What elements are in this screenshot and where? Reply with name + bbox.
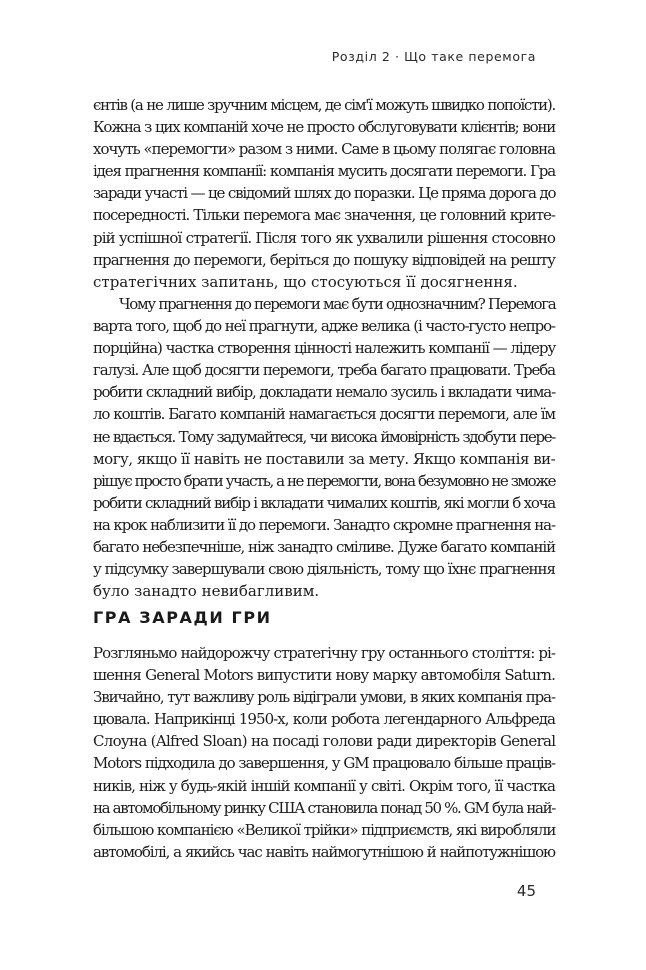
text-line: Чому прагнення до перемоги має бути однозначним? Перемога [119, 295, 556, 313]
text-line: багато небезпечніше, ніж занадто сміливе. Дуже багато компаній [93, 538, 555, 557]
text-line: ло коштів. Багато компаній намагається досягти перемоги, але їм [93, 405, 555, 424]
text-line: могу, якщо її навіть не поставили за мету. Якщо компанія ви- [93, 449, 556, 468]
text-line: рій успішної стратегії. Після того як ухвалили рішення стосовно [93, 228, 555, 247]
text-line: порційна) частка створення цінності належить компанії — лідеру [93, 339, 556, 358]
text-line: варта того, щоб до неї прагнути, адже велика (і часто-густо непро- [93, 317, 555, 336]
text-line: робити складний вибір, докладати немало зусиль і вкладати чима- [93, 383, 555, 402]
text-line: Розгляньмо найдорожчу стратегічну гру останнього століття: рі- [93, 644, 555, 662]
paragraph-continuation [93, 94, 555, 293]
text-line: хочуть «перемогти» разом з ними. Саме в цьому полягає головна [93, 140, 556, 159]
text-line: цювала. Наприкінці 1950-х, коли робота легендарного Альфреда [93, 710, 555, 729]
text-line: ників, ніж у будь-якій іншій компанії у світі. Окрім того, її частка [93, 776, 555, 795]
text-line: рішує просто брати участь, а не перемогти, вона безумовно не зможе [93, 471, 555, 490]
section-heading: ГРА ЗАРАДИ ГРИ [93, 608, 272, 627]
text-line: Звичайно, тут важливу роль відіграли умови, в яких компанія пра- [93, 688, 555, 707]
text-line: прагнення до перемоги, беріться до пошуку відповідей на решту [93, 250, 555, 269]
text-line: Кожна з цих компаній хоче не просто обслуговувати клієнтів; вони [93, 118, 555, 137]
text-line: автомобілі, а якийсь час навіть наймогутнішою й найпотужнішою [93, 842, 555, 861]
text-line: посередності. Тільки перемога має значення, це головний крите- [93, 206, 555, 225]
text-line: на крок наблизити її до перемоги. Занадто скромне прагнення на- [93, 515, 555, 534]
text-line: більшою компанією «Великої трійки» підприємств, які виробляли [93, 820, 556, 839]
paragraph-why-winning [93, 293, 555, 602]
text-line: стратегічних запитань, що стосуються її досягнення. [93, 272, 518, 291]
text-line: ідея прагнення компанії: компанія мусить досягати перемоги. Гра [93, 162, 555, 181]
text-line: у підсумку завершували свою діяльність, тому що їхнє прагнення [93, 560, 555, 579]
text-line: Слоуна (Alfred Sloan) на посаді голови ради директорів General [93, 732, 556, 751]
text-line: не вдається. Тому задумайтеся, чи висока ймовірність здобути пере- [93, 427, 555, 446]
paragraph-saturn [93, 642, 555, 863]
text-line: робити складний вибір і вкладати чималих коштів, які могли б хоча [93, 493, 555, 512]
text-line: шення General Motors випустити нову марку автомобіля Saturn. [93, 666, 555, 685]
text-line: заради участі — це свідомий шлях до поразки. Це пряма дорога до [93, 184, 556, 203]
running-header: Розділ 2 · Що таке перемога [331, 49, 536, 64]
text-line: галузі. Але щоб досягти перемоги, треба багато працювати. Треба [93, 361, 555, 380]
text-line: на автомобільному ринку США становила понад 50 %. GM була най- [93, 798, 555, 817]
text-line: було занадто невибагливим. [93, 582, 320, 601]
text-line: єнтів (а не лише зручним місцем, де сім'ї можуть швидко попоїсти). [93, 96, 555, 114]
page-number: 45 [516, 882, 536, 900]
text-line: Motors підходила до завершення, у GM працювало більше праців- [93, 754, 555, 773]
